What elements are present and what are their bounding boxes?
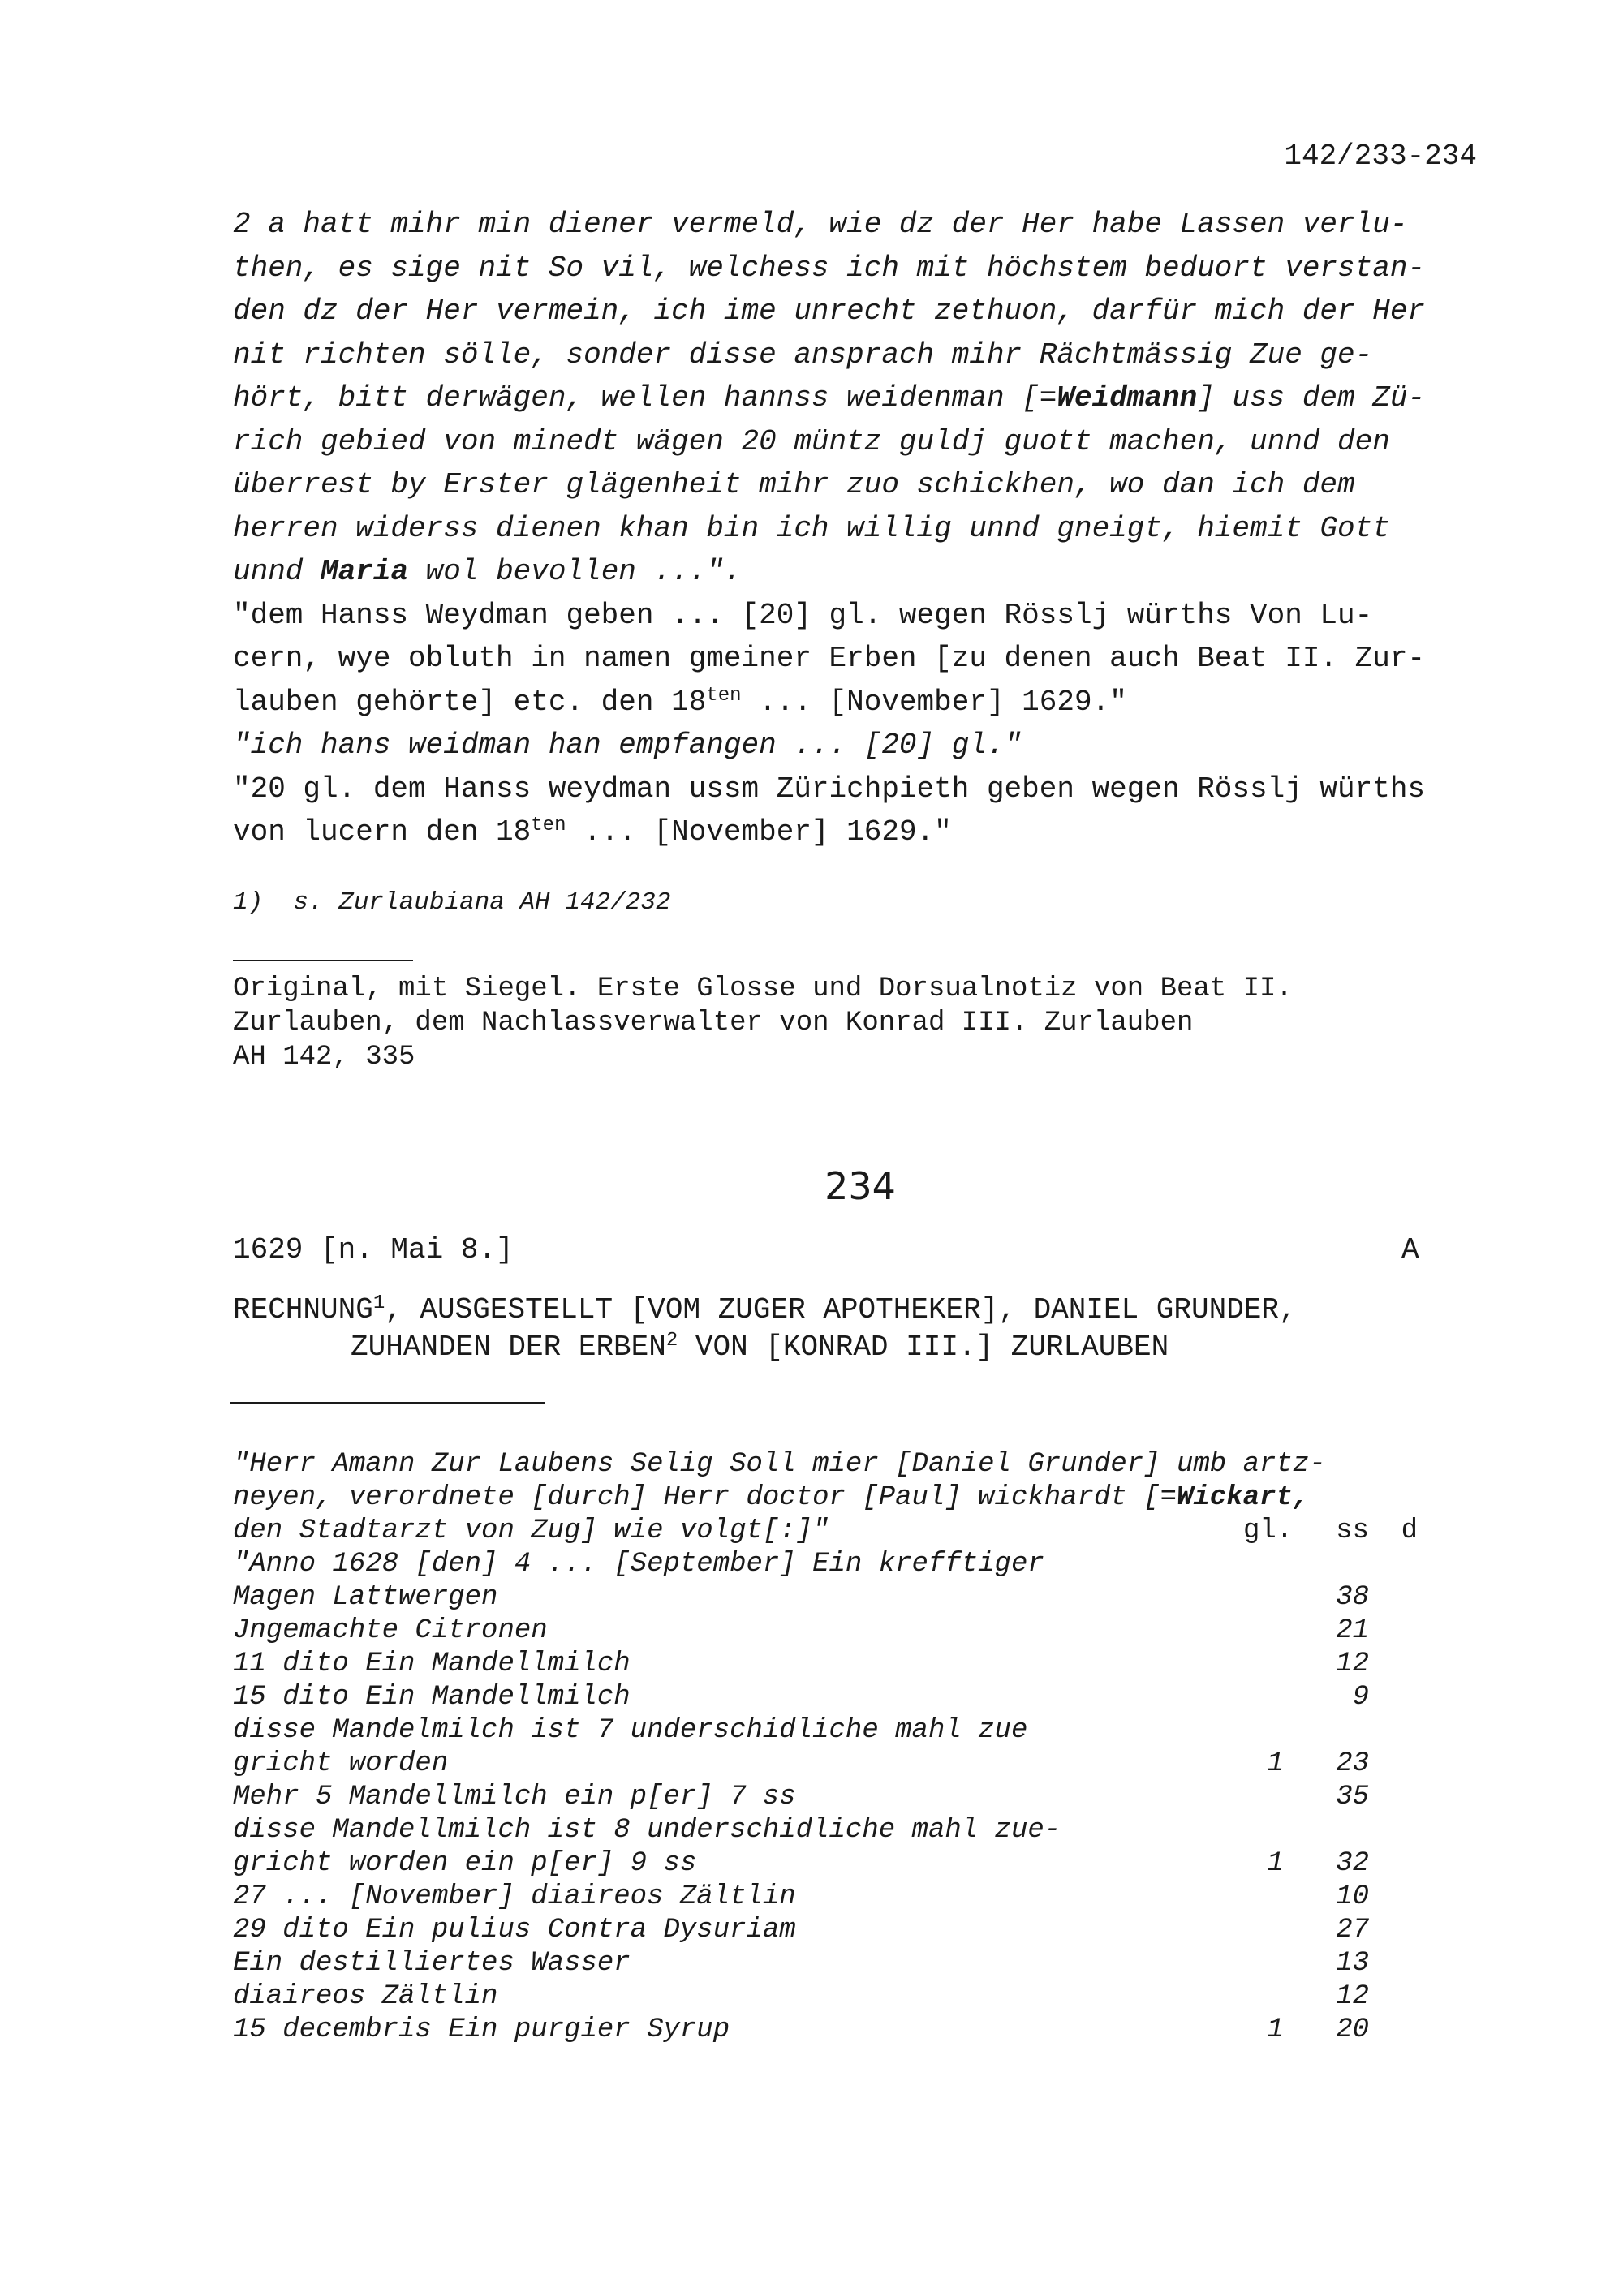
- receipt-text-part: "dem Hanss Weydman geben ... [20] gl. wegen Rösslj würths Von Lu-: [233, 598, 1373, 632]
- receipt-line: [233, 767, 1499, 811]
- bill-row: [233, 1581, 1450, 1615]
- title-text: RECHNUNG: [233, 1293, 373, 1326]
- footnote: 1) s. Zurlaubiana AH 142/232: [233, 888, 671, 917]
- bill-text: [233, 1481, 1309, 1515]
- bill-row: [233, 1748, 1450, 1781]
- title-text: VON [KONRAD III.] ZURLAUBEN: [678, 1331, 1169, 1364]
- footnote-marker: 1: [372, 1292, 385, 1314]
- bill-text: den Stadtarzt von Zug] wie volgt[:]": [233, 1516, 829, 1546]
- bill-gl-value: 1: [1267, 1848, 1284, 1879]
- receipt-text-part: von lucern den 18: [233, 815, 532, 849]
- letter-line: [233, 507, 1499, 551]
- bill-row: [233, 1881, 1450, 1914]
- bill-intro-line: [233, 1448, 1450, 1481]
- receipt-text-part: cern, wye obluth in namen gmeiner Erben [zu denen auch Beat II. Zur-: [233, 642, 1426, 675]
- receipt-line: [233, 681, 1499, 724]
- letter-line: [233, 203, 1499, 247]
- bill-item-text: disse Mandelmilch ist 7 underschidliche mahl zue: [233, 1715, 1028, 1746]
- bill-item-text: disse Mandellmilch ist 8 underschidliche mahl zue-: [233, 1815, 1061, 1846]
- receipt-text-part: lauben gehörte] etc. den 18: [233, 685, 707, 719]
- bill-ss-value: 32: [1336, 1848, 1369, 1879]
- letter-line: [233, 333, 1499, 377]
- bill-item-text: 15 dito Ein Mandellmilch: [233, 1682, 631, 1713]
- receipt-line: [233, 724, 1499, 767]
- entry-marker: A: [1401, 1233, 1419, 1266]
- letter-line: [233, 290, 1499, 333]
- column-header-gl: gl.: [1243, 1516, 1294, 1546]
- source-note-line: Zurlauben, dem Nachlassverwalter von Konrad III. Zurlauben: [233, 1008, 1194, 1038]
- bill-row: [233, 1714, 1450, 1748]
- bill-text-bold: Wickart,: [1177, 1482, 1310, 1513]
- bill-ss-value: 35: [1336, 1782, 1369, 1812]
- bold-name: Maria: [321, 555, 409, 588]
- letter-text: [233, 203, 1499, 854]
- bill-item-text: 29 dito Ein pulius Contra Dysuriam: [233, 1915, 796, 1946]
- page-reference: 142/233-234: [1284, 140, 1477, 173]
- letter-text-part: ] uss dem Zü-: [1197, 381, 1426, 415]
- bill-row: [233, 1681, 1450, 1714]
- bill-text-part: neyen, verordnete [durch] Herr doctor [Paul] wickhardt [=: [233, 1482, 1177, 1513]
- receipt-text-part: "ich hans weidman han empfangen ... [20] gl.": [233, 729, 1022, 762]
- bill-item-text: gricht worden: [233, 1748, 449, 1779]
- receipt-line: [233, 594, 1499, 638]
- entry-number: 234: [824, 1164, 896, 1208]
- entry-date: 1629 [n. Mai 8.]: [233, 1233, 514, 1266]
- letter-text-part: 2 a hatt mihr min diener vermeld, wie dz der Her habe Lassen verlu-: [233, 208, 1408, 241]
- letter-text-part: überrest by Erster glägenheit mihr zuo schickhen, wo dan ich dem: [233, 468, 1355, 501]
- bill-item-text: Jngemachte Citronen: [233, 1615, 548, 1646]
- bill-row: [233, 1781, 1450, 1814]
- letter-text-part: wol bevollen ...".: [408, 555, 742, 588]
- bill-item-text: gricht worden ein p[er] 9 ss: [233, 1848, 697, 1879]
- letter-text-part: nit richten sölle, sonder disse ansprach mihr Rächtmässig Zue ge-: [233, 338, 1373, 372]
- bill-ss-value: 21: [1336, 1615, 1369, 1646]
- bill-item-text: Magen Lattwergen: [233, 1582, 498, 1613]
- source-note: [233, 972, 1293, 1074]
- entry-title-line-1: [233, 1293, 1297, 1326]
- letter-text-part: hört, bitt derwägen, wellen hannss weidenman [=: [233, 381, 1057, 415]
- bill-ss-value: 27: [1336, 1915, 1369, 1946]
- bill-ss-value: 13: [1336, 1948, 1369, 1979]
- letter-line: [233, 550, 1499, 594]
- letter-text-part: herren widerss dienen khan bin ich willig unnd gneigt, hiemit Gott: [233, 511, 1390, 545]
- letter-text-part: rich gebied von minedt wägen 20 müntz guldj guott machen, unnd den: [233, 424, 1390, 458]
- bill-item-text: Ein destilliertes Wasser: [233, 1948, 631, 1979]
- title-text: ZUHANDEN DER ERBEN: [351, 1331, 666, 1364]
- letter-line: [233, 247, 1499, 290]
- receipt-text-part: "20 gl. dem Hanss weydman ussm Zürichpieth geben wegen Rösslj würths: [233, 772, 1426, 806]
- bill-row: [233, 1548, 1450, 1581]
- letter-line: [233, 376, 1499, 420]
- column-header-ss: ss: [1336, 1516, 1369, 1546]
- source-note-line: Original, mit Siegel. Erste Glosse und Dorsualnotiz von Beat II.: [233, 974, 1293, 1004]
- bill-row: [233, 1847, 1450, 1881]
- superscript: ten: [706, 684, 742, 707]
- bill-row: [233, 1615, 1450, 1648]
- bill-row: [233, 1814, 1450, 1847]
- entry-title-line-2: [351, 1331, 1169, 1364]
- title-text: , AUSGESTELLT [VOM ZUGER APOTHEKER], DANIEL GRUNDER,: [385, 1293, 1297, 1326]
- bill-ss-value: 12: [1336, 1981, 1369, 2012]
- bill-row: [233, 2014, 1450, 2047]
- footnote-marker: 2: [665, 1330, 678, 1352]
- bill-gl-value: 1: [1267, 1748, 1284, 1779]
- bill-ss-value: 23: [1336, 1748, 1369, 1779]
- letter-line: [233, 463, 1499, 507]
- footnote-divider: [233, 960, 413, 961]
- letter-text-part: then, es sige nit So vil, welchess ich mit höchstem beduort verstan-: [233, 251, 1426, 285]
- bill-row: [233, 1914, 1450, 1947]
- bill-ss-value: 12: [1336, 1649, 1369, 1679]
- bill-item-text: "Anno 1628 [den] 4 ... [September] Ein krefftiger: [233, 1549, 1044, 1580]
- bill-item-text: 15 decembris Ein purgier Syrup: [233, 2014, 730, 2045]
- receipt-line: [233, 810, 1499, 854]
- receipt-text-part: ... [November] 1629.": [566, 815, 952, 849]
- bill-table: [233, 1448, 1450, 2047]
- bill-row: [233, 1648, 1450, 1681]
- bill-header-row: [233, 1515, 1450, 1548]
- title-divider: [230, 1402, 545, 1404]
- bill-item-text: 27 ... [November] diaireos Zältlin: [233, 1881, 796, 1912]
- bill-ss-value: 38: [1336, 1582, 1369, 1613]
- bill-gl-value: 1: [1267, 2014, 1284, 2045]
- bill-ss-value: 9: [1352, 1682, 1369, 1713]
- bill-text: "Herr Amann Zur Laubens Selig Soll mier [Daniel Grunder] umb artz-: [233, 1449, 1326, 1480]
- letter-line: [233, 420, 1499, 464]
- bold-name: Weidmann: [1057, 381, 1198, 415]
- bill-intro-line: [233, 1481, 1450, 1515]
- bill-item-text: 11 dito Ein Mandellmilch: [233, 1649, 631, 1679]
- bill-row: [233, 1980, 1450, 2014]
- bill-ss-value: 20: [1336, 2014, 1369, 2045]
- receipt-line: [233, 637, 1499, 681]
- bill-row: [233, 1947, 1450, 1980]
- bill-ss-value: 10: [1336, 1881, 1369, 1912]
- bill-item-text: diaireos Zältlin: [233, 1981, 498, 2012]
- letter-text-part: unnd: [233, 555, 321, 588]
- column-header-d: d: [1401, 1516, 1418, 1546]
- superscript: ten: [531, 815, 566, 836]
- bill-item-text: Mehr 5 Mandellmilch ein p[er] 7 ss: [233, 1782, 796, 1812]
- source-note-line: AH 142, 335: [233, 1042, 415, 1073]
- letter-text-part: den dz der Her vermein, ich ime unrecht zethuon, darfür mich der Her: [233, 295, 1426, 328]
- receipt-text-part: ... [November] 1629.": [741, 685, 1127, 719]
